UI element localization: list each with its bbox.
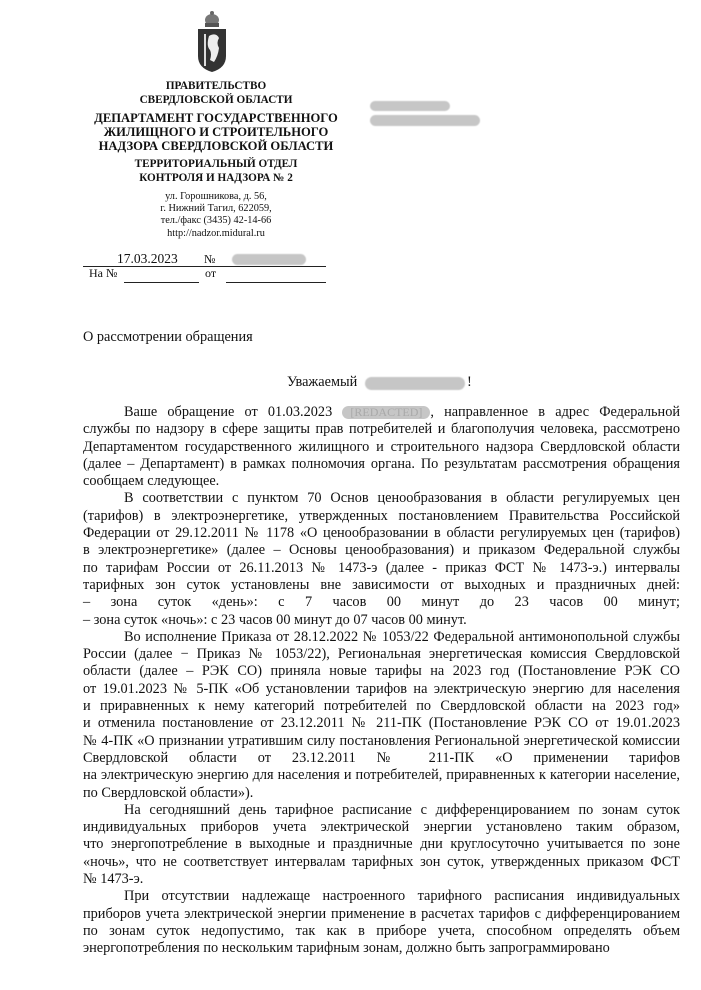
paragraph-line: При отсутствии надлежаще настроенного тарифного расписания индивидуальных xyxy=(124,888,680,905)
redacted-letter-number xyxy=(232,254,306,265)
paragraph-line: Департаментом государственного жилищного и строительного надзора Свердловской области xyxy=(83,438,680,455)
address-line: тел./факс (3435) 42-14-66 xyxy=(160,215,272,227)
redacted-name xyxy=(365,377,465,390)
paragraph-line: – зона суток «день»: с 7 часов 00 минут до 23 часов 00 минут; xyxy=(83,594,680,611)
org-line: НАДЗОРА СВЕРДЛОВСКОЙ ОБЛАСТИ xyxy=(98,139,334,153)
org-line: СВЕРДЛОВСКОЙ ОБЛАСТИ xyxy=(139,93,293,106)
paragraph-line: области (далее – РЭК СО) приняла новые тарифы на 2023 год (Постановление РЭК СО xyxy=(83,663,680,680)
paragraph-line: приборов учета электрической энергии применение в расчетах тарифов с дифференцированием xyxy=(83,905,680,922)
paragraph-line: На сегодняшний день тарифное расписание с дифференцированием по зонам суток xyxy=(124,801,680,818)
redacted-addressee xyxy=(370,101,450,111)
paragraph-line: что энергопотребление в выходные и праздничные дни круглосуточно учитывается по зоне xyxy=(83,836,680,853)
paragraph-line: службы по надзору в сфере защиты прав потребителей и благополучия человека, рассмотрено xyxy=(83,421,680,438)
paragraph xyxy=(83,802,680,888)
paragraph-line: сообщаем следующее. xyxy=(83,473,220,490)
address-line: ул. Горошникова, д. 56, xyxy=(165,191,267,202)
paragraph-line: Свердловской области от 23.12.2011 № 211-ПК «О применении тарифов xyxy=(83,749,680,766)
org-line: ПРАВИТЕЛЬСТВО xyxy=(165,80,267,92)
org-address xyxy=(85,191,347,240)
letter-date: 17.03.2023 xyxy=(117,251,178,266)
paragraph-line: на электрическую энергию для населения и потребителей, приравненных к категории население, xyxy=(83,767,680,784)
paragraph-line: энергопотребления по нескольким тарифным зонам, должно быть запрограммировано xyxy=(83,940,610,957)
paragraph xyxy=(83,629,680,802)
reference-date-field xyxy=(226,282,326,283)
paragraph-line: индивидуальных приборов учета электрической энергии установлено таким образом, xyxy=(83,819,680,836)
address-line: г. Нижний Тагил, 622059, xyxy=(160,203,272,215)
reference-number-field xyxy=(124,282,199,283)
greeting-prefix: Уважаемый xyxy=(287,374,358,390)
paragraph-line: (тарифов) в электроэнергетике, утвержденных постановлением Правительства Российской xyxy=(83,507,680,524)
paragraph-line: № 1473-э. xyxy=(83,871,144,888)
org-line: ДЕПАРТАМЕНТ ГОСУДАРСТВЕННОГО xyxy=(94,111,338,125)
org-line: ЖИЛИЩНОГО И СТРОИТЕЛЬНОГО xyxy=(103,125,329,139)
paragraph xyxy=(83,490,680,628)
org-territorial-office xyxy=(85,158,347,185)
paragraph xyxy=(83,888,680,957)
subject-line: О рассмотрении обращения xyxy=(83,329,253,345)
paragraph-line: и отменила постановление от 23.12.2011 № 211-ПК (Постановление РЭК СО от 19.01.2023 xyxy=(83,715,680,732)
paragraph-line: Федерации от 29.12.2011 № 1178 «О ценообразовании в области регулируемых цен (тарифов) xyxy=(83,525,680,542)
paragraph-line: Во исполнение Приказа от 28.12.2022 № 1053/22 Федеральной антимонопольной службы xyxy=(124,628,680,645)
paragraph-line: № 4-ПК «О признании утратившим силу постановления Региональной энергетической комиссии xyxy=(83,732,680,749)
paragraph-line: и приравненных к нему категорий потребителей по Свердловской области на 2023 год» xyxy=(83,698,680,715)
paragraph-line: тарифных зон суток установлены вне зависимости от выходных и праздничных дней: xyxy=(83,576,680,593)
greeting xyxy=(287,374,507,392)
redacted-sender: [REDACTED] xyxy=(342,406,430,419)
paragraph-line: Ваше обращение от 01.03.2023 [REDACTED] , направленное в адрес Федеральной xyxy=(124,404,681,420)
paragraph-line: – зона суток «ночь»: с 23 часов 00 минут до 07 часов 00 минут. xyxy=(83,611,467,628)
coat-of-arms-emblem xyxy=(192,10,232,74)
address-line: http://nadzor.midural.ru xyxy=(167,227,265,239)
paragraph-line: В соответствии с пунктом 70 Основ ценообразования в области регулируемых цен xyxy=(124,490,680,507)
reference-number-label: На № xyxy=(89,266,118,280)
letter-body xyxy=(83,404,680,958)
greeting-suffix: ! xyxy=(467,374,472,390)
paragraph-line: от 19.01.2023 № 5-ПК «Об установлении тарифов на электрическую энергию для населения xyxy=(83,680,680,697)
reference-date-label: от xyxy=(205,266,217,280)
paragraph-line: «ночь», что не соответствует интервалам тарифных зон суток, утвержденных приказом ФСТ xyxy=(83,853,680,870)
redacted-addressee xyxy=(370,115,480,126)
paragraph-line: в электроэнергетике» (далее – Основы ценообразования) и приказом Федеральной службы xyxy=(83,542,680,559)
paragraph-line: по зонам суток недопустимо, так как в приборе учета, способном определять объем xyxy=(83,922,680,939)
org-government xyxy=(85,80,347,107)
paragraph-line: по Свердловской области»). xyxy=(83,784,254,801)
paragraph xyxy=(83,404,680,490)
paragraph-line: по тарифам России от 26.11.2013 № 1473-э (далее - приказ ФСТ № 1473-э.) интервалы xyxy=(83,559,680,576)
org-line: ТЕРРИТОРИАЛЬНЫЙ ОТДЕЛ xyxy=(134,158,298,170)
paragraph-line: России (далее − Приказ № 1053/22), Региональная энергетическая комиссия Свердловской xyxy=(83,646,680,663)
org-line: КОНТРОЛЯ И НАДЗОРА № 2 xyxy=(139,171,293,184)
paragraph-line: (далее – Департамент) в рамках полномочия органа. По результатам рассмотрения обращения xyxy=(83,455,680,472)
org-department xyxy=(85,111,347,153)
letter-number-label: № xyxy=(204,252,216,266)
